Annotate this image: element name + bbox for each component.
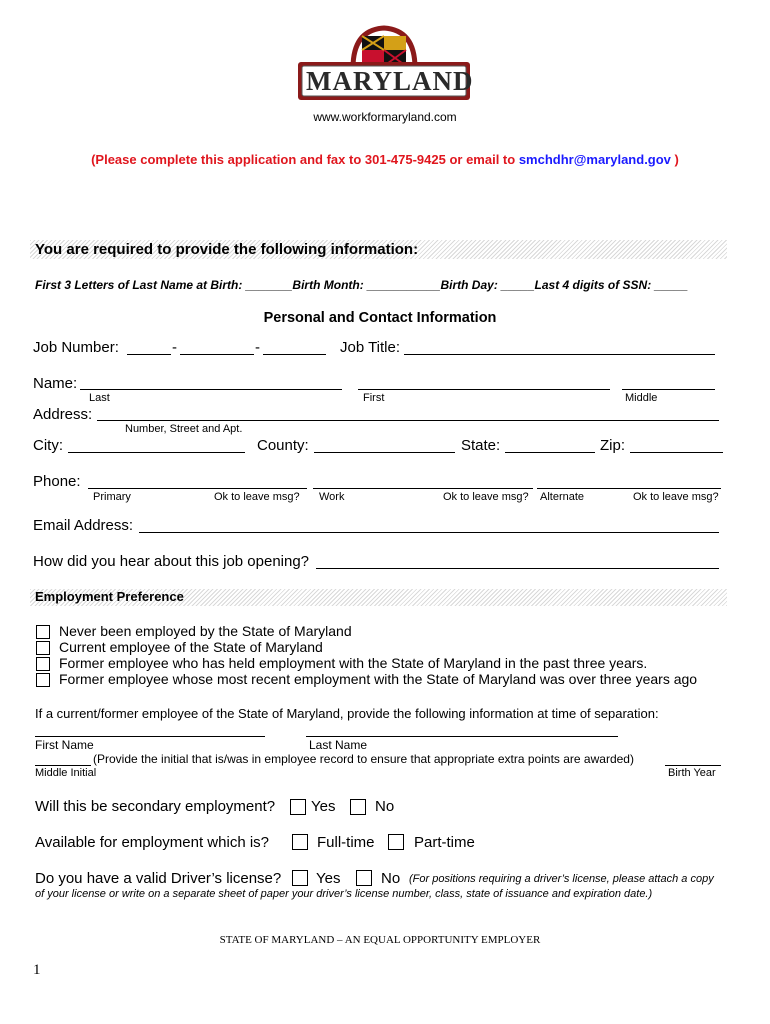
personal-section-title: Personal and Contact Information <box>263 310 497 326</box>
phone-sub-alternate: Alternate <box>540 491 585 503</box>
separation-last-name-field[interactable] <box>306 736 618 737</box>
last-name-field[interactable] <box>80 389 342 390</box>
checkbox-never-employed[interactable] <box>36 625 50 639</box>
name-label: Name: <box>33 375 78 392</box>
secondary-no-label: No <box>375 798 395 815</box>
required-title: You are required to provide the following information: <box>35 241 419 258</box>
instruction-email[interactable]: smchdhr@maryland.gov <box>518 152 671 167</box>
license-note-line-1: (For positions requiring a driver’s license, please attach a copy <box>409 873 714 885</box>
email-field[interactable] <box>139 532 719 533</box>
checkbox-secondary-yes[interactable] <box>290 799 306 815</box>
option-never-employed: Never been employed by the State of Maryland <box>59 623 352 639</box>
phone-primary-field[interactable] <box>88 488 307 489</box>
state-label: State: <box>461 437 501 454</box>
instruction-suffix: ) <box>674 152 679 167</box>
license-question: Do you have a valid Driver’s license? <box>35 870 282 887</box>
checkbox-secondary-no[interactable] <box>350 799 366 815</box>
secondary-yes-label: Yes <box>311 798 336 815</box>
availability-question: Available for employment which is? <box>35 834 270 851</box>
phone-alternate-field[interactable] <box>537 488 721 489</box>
employment-title: Employment Preference <box>35 589 184 604</box>
license-note-line-2: of your license or write on a separate sheet of paper your driver’s license number, class, state of issuance and expiration date.) <box>35 888 653 900</box>
email-label: Email Address: <box>33 517 134 534</box>
required-fields-line[interactable]: First 3 Letters of Last Name at Birth: _______Birth Month: ___________Birth Day: _____Last 4 digits of SSN: _____ <box>35 278 688 292</box>
full-time-label: Full-time <box>317 834 375 851</box>
instruction-text <box>0 152 770 167</box>
county-field[interactable] <box>314 452 455 453</box>
initial-note: (Provide the initial that is/was in employee record to ensure that appropriate extra points are awarded) <box>93 752 634 766</box>
job-number-label: Job Number: <box>33 339 119 356</box>
job-number-dash-1: - <box>172 339 177 356</box>
birth-year-field[interactable] <box>665 765 721 766</box>
job-number-field-1[interactable] <box>127 354 171 355</box>
name-sub-middle: Middle <box>625 392 658 404</box>
phone-work-field[interactable] <box>313 488 533 489</box>
maryland-logo <box>298 24 474 100</box>
name-sub-last: Last <box>89 392 110 404</box>
phone-sub-work: Work <box>319 491 345 503</box>
hear-about-field[interactable] <box>316 568 719 569</box>
county-label: County: <box>257 437 309 454</box>
phone-sub-ok-1: Ok to leave msg? <box>214 491 300 503</box>
checkbox-current-employee[interactable] <box>36 641 50 655</box>
birth-year-sub: Birth Year <box>668 767 716 779</box>
first-name-field[interactable] <box>358 389 610 390</box>
checkbox-license-yes[interactable] <box>292 870 308 886</box>
checkbox-part-time[interactable] <box>388 834 404 850</box>
hear-about-label: How did you hear about this job opening? <box>33 553 310 570</box>
job-title-label: Job Title: <box>340 339 401 356</box>
logo-text: MARYLAND <box>306 66 474 96</box>
license-yes-label: Yes <box>316 870 341 887</box>
job-number-dash-2: - <box>255 339 260 356</box>
middle-initial-sub: Middle Initial <box>35 767 97 779</box>
zip-field[interactable] <box>630 452 723 453</box>
option-former-old: Former employee whose most recent employment with the State of Maryland was over three years ago <box>59 671 698 687</box>
checkbox-full-time[interactable] <box>292 834 308 850</box>
footer-text: STATE OF MARYLAND – AN EQUAL OPPORTUNITY EMPLOYER <box>219 934 541 946</box>
job-number-field-2[interactable] <box>180 354 254 355</box>
separation-text: If a current/former employee of the State of Maryland, provide the following information at time of separation: <box>35 706 659 721</box>
city-label: City: <box>33 437 63 454</box>
page-number: 1 <box>33 962 41 978</box>
middle-name-field[interactable] <box>622 389 715 390</box>
secondary-question: Will this be secondary employment? <box>35 798 276 815</box>
license-no-label: No <box>381 870 401 887</box>
address-label: Address: <box>33 406 93 423</box>
phone-label: Phone: <box>33 473 81 490</box>
instruction-prefix: (Please complete this application and fax to 301-475-9425 or email to <box>91 152 519 167</box>
website-link[interactable]: www.workformaryland.com <box>313 110 457 124</box>
name-sub-first: First <box>363 392 385 404</box>
separation-first-name-field[interactable] <box>35 736 265 737</box>
city-field[interactable] <box>68 452 245 453</box>
address-field[interactable] <box>97 420 719 421</box>
first-name-sub: First Name <box>35 738 94 752</box>
state-field[interactable] <box>505 452 595 453</box>
phone-sub-ok-3: Ok to leave msg? <box>633 491 719 503</box>
phone-sub-primary: Primary <box>93 491 131 503</box>
part-time-label: Part-time <box>414 834 475 851</box>
middle-initial-field[interactable] <box>35 765 91 766</box>
checkbox-license-no[interactable] <box>356 870 372 886</box>
checkbox-former-recent[interactable] <box>36 657 50 671</box>
option-current-employee: Current employee of the State of Maryland <box>59 639 323 655</box>
address-sub: Number, Street and Apt. <box>125 423 243 435</box>
phone-sub-ok-2: Ok to leave msg? <box>443 491 529 503</box>
checkbox-former-old[interactable] <box>36 673 50 687</box>
job-title-field[interactable] <box>404 354 715 355</box>
last-name-sub: Last Name <box>309 738 368 752</box>
job-number-field-3[interactable] <box>263 354 326 355</box>
zip-label: Zip: <box>600 437 626 454</box>
option-former-recent: Former employee who has held employment with the State of Maryland in the past three years. <box>59 655 648 671</box>
